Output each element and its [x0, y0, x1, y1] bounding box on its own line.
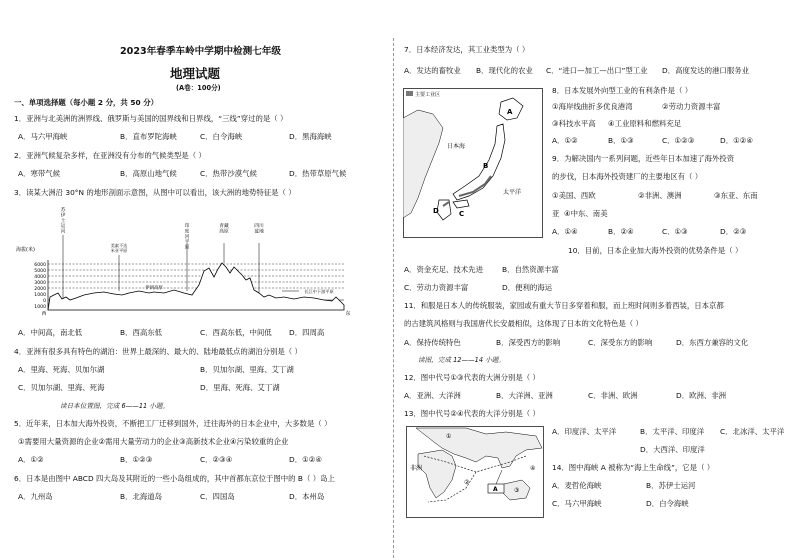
q9-item-3-cont: 亚 [552, 209, 560, 218]
q9-stem-line1: 9．为解决国内一系列问题，近些年日本加速了海外投资 [552, 154, 735, 163]
q5-items: ①需要用大量资源的企业②需用大量劳动力的企业③高新技术企业④污染较重的企业 [18, 437, 289, 446]
q8-item-3: ③科技水平高 [552, 119, 596, 128]
q14-option-a[interactable]: A．麦哲伦海峡 [552, 481, 602, 490]
q6-option-c[interactable]: C．四国岛 [200, 492, 235, 501]
q3-option-a[interactable]: A．中间高，南北低 [18, 328, 83, 337]
q14-option-c[interactable]: C．马六甲海峡 [552, 499, 602, 508]
q7-option-b[interactable]: B．现代化的农业 [476, 66, 533, 75]
q2-stem: 2．亚洲气候复杂多样，在亚洲没有分布的气候类型是（ ） [14, 151, 206, 160]
q3-option-c[interactable]: C．西高东低，中间低 [200, 328, 272, 337]
q14-stem: 14．图中海峡 A 被称为“海上生命线”，它是（ ） [552, 463, 715, 472]
q4-option-a[interactable]: A．里海、死海、贝加尔湖 [18, 365, 105, 374]
ytick-0: 0 [43, 299, 46, 304]
q1-option-b[interactable]: B．直布罗陀海峡 [120, 132, 177, 141]
ocean-map [406, 426, 544, 518]
q8-item-2: ②劳动力资源丰富 [662, 102, 721, 111]
q4-stem: 4．亚洲有很多具有特色的湖泊：世界上最深的、最大的、陆地最低点的湖泊分别是（ ） [14, 347, 302, 356]
reading-note-6-11: 读日本位置图，完成 6——11 小题。 [60, 402, 170, 410]
africa-label: 非洲 [410, 465, 423, 472]
column-divider [393, 38, 394, 558]
q1-stem: 1．亚洲与北美洲的洲界线、俄罗斯与美国的国界线和日界线，“三线”穿过的是（ ） [14, 114, 288, 123]
q11-option-b[interactable]: B．深受西方的影响 [496, 338, 561, 347]
ytick-2000: 2000 [34, 287, 46, 292]
q8-option-a[interactable]: A．①② [552, 136, 578, 145]
q12-option-c[interactable]: C．非洲、欧洲 [588, 391, 638, 400]
q14-option-b[interactable]: B．苏伊士运河 [646, 481, 696, 490]
q10-option-a[interactable]: A．资金充足、技术先进 [404, 265, 483, 274]
exam-subject: 地理试题 [170, 66, 221, 81]
q14-option-d[interactable]: D．白令海峡 [646, 499, 689, 508]
q13-stem: 13．图中代号②④代表的大洋分别是（ ） [404, 409, 540, 418]
q7-option-c[interactable]: C．“进口—加工—出口”型工业 [546, 66, 648, 75]
label-yangtze: 长江中下游平原 [304, 289, 334, 294]
ytick-minus-1000: 1000 [34, 305, 46, 310]
label-iran-plateau: 伊朗高原 [145, 286, 163, 291]
reading-note-12-14: 读图，完成 12——14 小题。 [418, 356, 505, 364]
q9-option-a[interactable]: A．①④ [552, 227, 578, 236]
q8-item-4: ④工业原料和燃料充足 [608, 119, 682, 128]
label-west: 西 [41, 311, 47, 317]
q10-stem: 10．目前，日本企业加大海外投资的优势条件是（ ） [568, 246, 743, 255]
ytick-4000: 4000 [34, 275, 46, 280]
label-indus: 印度河平原 [184, 224, 190, 251]
right-column [396, 0, 794, 560]
q8-option-d[interactable]: D．①②④ [720, 136, 753, 145]
q13-option-b[interactable]: B．太平洋、印度洋 [640, 427, 705, 436]
left-column [0, 0, 392, 560]
q3-stem: 3．读某大洲沿 30°N 的地形剖面示意图，从图中可以看出，该大洲的地势特征是（ ） [14, 188, 296, 197]
q6-stem: 6．日本是由图中 ABCD 四大岛及其附近的一些小岛组成的，其中首都东京位于图中的 B（ ）岛上 [14, 474, 335, 483]
q8-item-1: ①海岸线曲折多优良港湾 [552, 102, 633, 111]
map-label-2: ② [464, 479, 470, 486]
ytick-3000: 3000 [34, 281, 46, 286]
island-label-a: A [507, 108, 513, 116]
ytick-1000: 1000 [34, 293, 46, 298]
q6-option-d[interactable]: D．本州岛 [289, 492, 325, 501]
q5-option-b[interactable]: B．①②③ [120, 455, 153, 464]
q9-item-1: ①美国、西欧 [552, 191, 596, 200]
label-sichuan: 四川盆地 [254, 224, 264, 235]
industrial-legend-swatch [406, 91, 413, 96]
q1-option-a[interactable]: A．马六甲海峡 [18, 132, 68, 141]
ytick-6000: 6000 [34, 263, 46, 268]
q9-option-c[interactable]: C．①③ [662, 227, 688, 236]
label-east: 东 [345, 311, 351, 317]
q7-option-d[interactable]: D．高度发达的港口服务业 [662, 66, 749, 75]
q8-option-c[interactable]: C．①②③ [662, 136, 695, 145]
pacific-label: 太平洋 [503, 189, 522, 196]
q2-option-a[interactable]: A．寒带气候 [18, 169, 61, 178]
island-label-b: B [483, 162, 489, 170]
map-label-3: ③ [514, 487, 520, 494]
exam-title: 2023年春季车岭中学期中检测七年级 [120, 46, 282, 57]
island-label-d: D [433, 207, 439, 215]
q1-option-c[interactable]: C．白令海峡 [200, 132, 243, 141]
q2-option-d[interactable]: D．热带草原气候 [289, 169, 347, 178]
q9-stem-line2: 的步伐，日本海外投资建厂的主要地区有（ ） [552, 172, 703, 181]
q10-option-b[interactable]: B．自然资源丰富 [502, 265, 559, 274]
label-tibet: 青藏高原 [219, 224, 229, 235]
q2-option-b[interactable]: B．高原山地气候 [120, 169, 177, 178]
q9-item-2: ②非洲、澳洲 [638, 191, 682, 200]
ytick-5000: 5000 [34, 269, 46, 274]
q4-option-b[interactable]: B．贝加尔湖、里海、艾丁湖 [200, 365, 294, 374]
q8-option-b[interactable]: B．①③ [608, 136, 634, 145]
q5-option-c[interactable]: C．②③④ [200, 455, 233, 464]
q13-option-a[interactable]: A．印度洋、太平洋 [552, 427, 617, 436]
sea-of-japan-label: 日本海 [447, 143, 466, 150]
q10-option-d[interactable]: D．便利的海运 [502, 283, 553, 292]
q4-option-d[interactable]: D．里海、死海、艾丁湖 [200, 383, 280, 392]
q12-stem: 12．图中代号①③代表的大洲分别是（ ） [404, 373, 540, 382]
q12-option-b[interactable]: B．大洋洲、亚洲 [496, 391, 553, 400]
q12-option-d[interactable]: D．欧洲、非洲 [676, 391, 727, 400]
paper-info: (A卷：100分) [176, 84, 221, 92]
q2-option-c[interactable]: C．热带沙漠气候 [200, 169, 257, 178]
q6-option-b[interactable]: B．北海道岛 [120, 492, 163, 501]
terrain-profile-figure [14, 205, 359, 320]
q11-stem-line2: 的古建筑风格则与我国唐代长安最相似，这体现了日本的文化特色是（ ） [404, 319, 643, 328]
q9-option-d[interactable]: D．②③ [720, 227, 747, 236]
q3-option-d[interactable]: D．四周高 [289, 328, 325, 337]
q11-option-c[interactable]: C．深受东方的影响 [588, 338, 653, 347]
q8-stem: 8．日本发展外向型工业的有利条件是（ ） [552, 86, 693, 95]
profile-yticks [34, 262, 46, 310]
map-label-a: A [493, 486, 498, 493]
q5-stem: 5．近年来，日本加大海外投资，不断把工厂迁移到国外，迁往海外的日本企业中，大多数是（ ） [14, 419, 332, 428]
q5-option-d[interactable]: D．①②④ [289, 455, 322, 464]
q9-item-3: ③东亚、东南 [714, 191, 758, 200]
q11-option-a[interactable]: A．保持传统特色 [404, 338, 461, 347]
q4-option-c[interactable]: C．贝加尔湖、里海、死海 [18, 383, 105, 392]
q11-option-d[interactable]: D．东西方兼容的文化 [676, 338, 749, 347]
q5-option-a[interactable]: A．①② [18, 455, 44, 464]
label-suez: 苏伊士运河 [60, 208, 66, 235]
label-mesopotamia: 美索不达米亚平原 [110, 243, 128, 253]
map-label-1: ① [446, 433, 452, 440]
map-label-4: ④ [530, 465, 536, 472]
q9-option-b[interactable]: B．②④ [608, 227, 634, 236]
japan-map [403, 88, 543, 238]
q9-item-4: ④中东、南美 [564, 209, 608, 218]
q7-option-a[interactable]: A．发达的畜牧业 [404, 66, 461, 75]
section-heading: 一、单项选择题（每小题 2 分，共 50 分） [14, 98, 158, 107]
q1-option-d[interactable]: D．黑海海峡 [289, 132, 332, 141]
profile-ylabel: 海拔(米) [16, 247, 35, 253]
q12-option-a[interactable]: A．亚洲、大洋洲 [404, 391, 461, 400]
q13-option-c[interactable]: C．北冰洋、太平洋 [720, 427, 785, 436]
legend-label: 主要工业区 [415, 92, 441, 98]
q11-stem-line1: 11．和服是日本人的传统服装，家园或有重大节日多穿着和服，而上班时间则多着西装，日本京都 [404, 301, 724, 310]
q10-option-c[interactable]: C．劳动力资源丰富 [404, 283, 469, 292]
q13-option-d[interactable]: D．大西洋、印度洋 [640, 445, 705, 454]
q3-option-b[interactable]: B．西高东低 [120, 328, 163, 337]
island-label-c: C [459, 210, 465, 218]
q7-stem: 7．日本经济发达，其工业类型为（ ） [404, 45, 530, 54]
q6-option-a[interactable]: A．九州岛 [18, 492, 53, 501]
